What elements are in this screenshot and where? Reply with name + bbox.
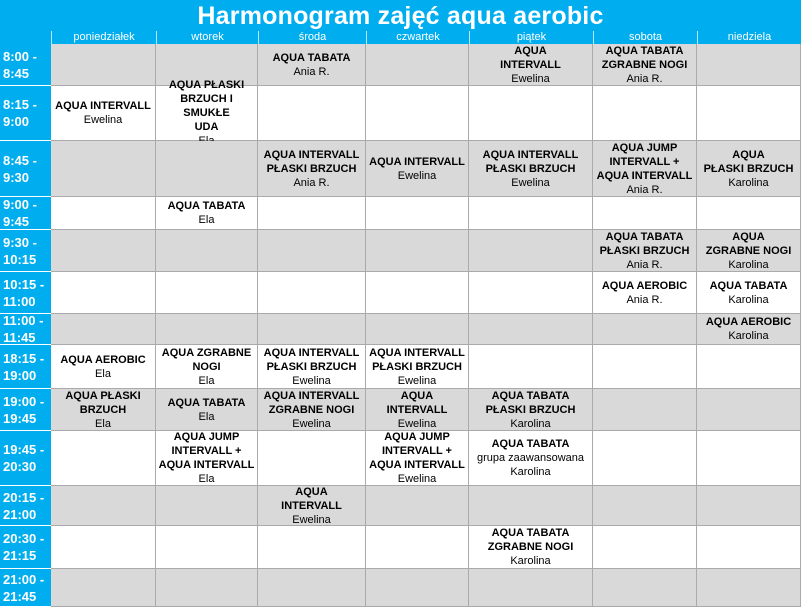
day-header-2: środa: [258, 31, 366, 44]
schedule-cell: [593, 44, 697, 86]
schedule-cell: [593, 569, 697, 607]
class-name: PŁASKI BRZUCH: [266, 162, 357, 175]
class-name: INTERVALL: [500, 58, 561, 71]
schedule-cell: [156, 141, 258, 197]
schedule-cell: [156, 431, 258, 486]
schedule-cell: [697, 230, 801, 272]
instructor-name: Ania R.: [293, 176, 330, 189]
schedule-cell: [593, 431, 697, 486]
schedule-cell: [51, 197, 156, 230]
schedule-cell: [51, 44, 156, 86]
class-name: AQUA TABATA: [491, 389, 570, 402]
schedule-cell: [366, 345, 469, 389]
schedule-cell: [469, 272, 593, 314]
schedule-cell: [258, 197, 366, 230]
class-name: AQUA PŁASKI: [65, 389, 141, 402]
class-name: AQUA: [295, 485, 328, 498]
schedule-cell: [697, 486, 801, 526]
schedule-cell: [366, 44, 469, 86]
schedule-cell: [593, 486, 697, 526]
instructor-name: Ewelina: [511, 176, 550, 189]
class-name: BRZUCH: [79, 403, 127, 416]
schedule-cell: [593, 141, 697, 197]
class-name: AQUA TABATA: [491, 527, 570, 539]
schedule-cell: [469, 230, 593, 272]
schedule-cell: [366, 314, 469, 345]
time-slot-label: 9:00 - 9:45: [0, 197, 51, 230]
schedule-cell: [469, 314, 593, 345]
schedule-cell: [258, 86, 366, 141]
class-name: ZGRABNE NOGI: [487, 541, 574, 553]
instructor-name: Ela: [198, 214, 215, 226]
instructor-name: Karolina: [510, 555, 551, 567]
schedule-cell: [51, 345, 156, 389]
class-name: PŁASKI BRZUCH: [703, 162, 794, 175]
time-slot-label: 8:15 - 9:00: [0, 86, 51, 141]
schedule-cell: [366, 389, 469, 431]
class-name: INTERVALL +: [171, 445, 242, 457]
time-slot-label: 21:00 - 21:45: [0, 569, 51, 607]
schedule-cell: [593, 230, 697, 272]
schedule-cell: [697, 141, 801, 197]
schedule-cell: [697, 272, 801, 314]
schedule-cell: [366, 86, 469, 141]
time-slot-label: 8:45 - 9:30: [0, 141, 51, 197]
class-name: PŁASKI BRZUCH: [372, 360, 462, 373]
instructor-name: Ewelina: [397, 473, 437, 485]
class-name: BRZUCH I SMUKŁE: [180, 93, 233, 119]
instructor-name: Karolina: [510, 466, 551, 478]
schedule-cell: [469, 431, 593, 486]
schedule-cell: [366, 569, 469, 607]
class-name: PŁASKI BRZUCH: [485, 162, 576, 175]
class-name: AQUA: [514, 44, 547, 57]
schedule-cell: [366, 141, 469, 197]
time-slot-label: 20:15 - 21:00: [0, 486, 51, 526]
class-name: AQUA INTERVALL: [263, 346, 360, 359]
schedule-cell: [258, 569, 366, 607]
class-name: PŁASKI BRZUCH: [599, 244, 690, 257]
class-name: PŁASKI BRZUCH: [266, 360, 357, 373]
schedule-cell: [258, 44, 366, 86]
time-slot-label: 20:30 - 21:15: [0, 526, 51, 569]
schedule-cell: [697, 569, 801, 607]
schedule-cell: [51, 314, 156, 345]
schedule-cell: [593, 86, 697, 141]
schedule-cell: [469, 197, 593, 230]
schedule-cell: [366, 431, 469, 486]
schedule-cell: [258, 314, 366, 345]
day-header-0: poniedziałek: [51, 31, 156, 44]
class-name: AQUA TABATA: [167, 396, 246, 409]
class-name: AQUA: [400, 389, 434, 402]
schedule-cell: [156, 230, 258, 272]
instructor-name: Ania R.: [626, 293, 663, 306]
schedule-cell: [51, 272, 156, 314]
class-name: ZGRABNE NOGI: [601, 58, 688, 71]
schedule-cell: [697, 197, 801, 230]
schedule-cell: [697, 345, 801, 389]
time-slot-label: 19:45 - 20:30: [0, 431, 51, 486]
schedule-cell: [697, 314, 801, 345]
class-name: AQUA JUMP: [611, 141, 678, 154]
schedule-cell: [51, 526, 156, 569]
schedule-title: Harmonogram zajęć aqua aerobic: [0, 0, 801, 31]
schedule-cell: [469, 141, 593, 197]
day-header-4: piątek: [469, 31, 593, 44]
schedule-cell: [697, 431, 801, 486]
schedule-cell: [51, 86, 156, 141]
schedule-cell: [51, 486, 156, 526]
instructor-name: Ewelina: [397, 374, 437, 387]
instructor-name: Karolina: [728, 176, 769, 189]
instructor-name: Ewelina: [292, 513, 331, 526]
class-name: AQUA INTERVALL: [263, 389, 360, 402]
instructor-name: Ela: [198, 473, 215, 485]
schedule-cell: [593, 389, 697, 431]
schedule-cell: [469, 486, 593, 526]
schedule-cell: [697, 526, 801, 569]
schedule-cell: [469, 389, 593, 431]
header-corner: [0, 31, 51, 44]
schedule-cell: [156, 345, 258, 389]
class-name: AQUA TABATA: [605, 44, 684, 57]
instructor-name: Karolina: [728, 258, 769, 271]
class-name: AQUA: [732, 230, 765, 243]
schedule-cell: [593, 526, 697, 569]
schedule-cell: [258, 141, 366, 197]
schedule-cell: [469, 86, 593, 141]
instructor-name: Ania R.: [293, 65, 330, 78]
class-name: AQUA AEROBIC: [601, 279, 688, 292]
schedule-cell: [156, 272, 258, 314]
class-name: ZGRABNE NOGI: [268, 403, 355, 416]
time-slot-label: 8:00 - 8:45: [0, 44, 51, 86]
instructor-name: Ewelina: [397, 169, 437, 182]
class-name: AQUA TABATA: [605, 230, 684, 243]
class-name: AQUA ZGRABNE: [161, 346, 252, 359]
instructor-name: Ewelina: [511, 72, 550, 85]
class-name: INTERVALL +: [382, 445, 452, 457]
class-name: ZGRABNE NOGI: [705, 244, 792, 257]
class-name: INTERVALL: [386, 403, 448, 416]
schedule-cell: [51, 389, 156, 431]
class-name: AQUA TABATA: [272, 51, 351, 64]
class-note: grupa zaawansowana: [476, 452, 585, 464]
schedule-cell: [469, 526, 593, 569]
schedule-cell: [469, 345, 593, 389]
schedule-cell: [156, 79, 258, 141]
time-slot-label: 10:15 - 11:00: [0, 272, 51, 314]
schedule-cell: [156, 569, 258, 607]
instructor-name: Karolina: [728, 293, 769, 306]
schedule-cell: [258, 431, 366, 486]
class-name: AQUA INTERVALL: [369, 346, 465, 359]
schedule-cell: [258, 272, 366, 314]
schedule-cell: [366, 197, 469, 230]
class-name: AQUA TABATA: [709, 279, 788, 292]
time-slot-label: 18:15 - 19:00: [0, 345, 51, 389]
class-name: UDA: [194, 121, 219, 133]
schedule-cell: [258, 486, 366, 526]
instructor-name: Ela: [198, 410, 215, 423]
schedule-cell: [593, 272, 697, 314]
class-name: AQUA JUMP: [384, 431, 450, 443]
class-name: AQUA INTERVALL: [158, 459, 255, 471]
class-name: NOGI: [192, 360, 221, 373]
schedule-cell: [258, 345, 366, 389]
schedule-cell: [366, 526, 469, 569]
schedule-cell: [469, 44, 593, 86]
class-name: AQUA TABATA: [167, 200, 246, 212]
schedule-cell: [593, 197, 697, 230]
class-name: INTERVALL +: [609, 155, 680, 168]
class-name: INTERVALL: [281, 499, 342, 512]
time-slot-label: 9:30 - 10:15: [0, 230, 51, 272]
instructor-name: Ewelina: [397, 417, 437, 430]
schedule-cell: [469, 569, 593, 607]
class-name: AQUA INTERVALL: [263, 148, 360, 161]
day-header-1: wtorek: [156, 31, 258, 44]
day-header-3: czwartek: [366, 31, 469, 44]
instructor-name: Karolina: [510, 417, 551, 430]
instructor-name: Ania R.: [626, 258, 663, 271]
day-header-6: niedziela: [697, 31, 801, 44]
class-name: AQUA INTERVALL: [369, 155, 465, 168]
schedule-cell: [258, 389, 366, 431]
instructor-name: Ewelina: [292, 374, 331, 387]
class-name: AQUA INTERVALL: [596, 169, 693, 182]
instructor-name: Ewelina: [292, 417, 331, 430]
schedule-cell: [593, 314, 697, 345]
class-name: AQUA TABATA: [491, 438, 570, 450]
schedule-cell: [156, 486, 258, 526]
class-name: PŁASKI BRZUCH: [485, 403, 576, 416]
instructor-name: Ania R.: [626, 183, 663, 196]
instructor-name: Karolina: [728, 330, 769, 342]
schedule-cell: [366, 486, 469, 526]
schedule-cell: [51, 569, 156, 607]
schedule-cell: [593, 345, 697, 389]
schedule-cell: [156, 526, 258, 569]
day-header-5: sobota: [593, 31, 697, 44]
instructor-name: Ela: [95, 367, 111, 380]
schedule-cell: [697, 86, 801, 141]
instructor-name: Ania R.: [626, 72, 663, 85]
time-slot-label: 11:00 - 11:45: [0, 314, 51, 345]
class-name: AQUA PŁASKI: [168, 79, 245, 91]
schedule-cell: [366, 272, 469, 314]
class-name: AQUA INTERVALL: [482, 148, 579, 161]
schedule-cell: [156, 389, 258, 431]
class-name: AQUA INTERVALL: [369, 459, 465, 471]
class-name: AQUA INTERVALL: [55, 100, 151, 112]
schedule-cell: [156, 314, 258, 345]
schedule-cell: [156, 197, 258, 230]
schedule-cell: [258, 526, 366, 569]
time-slot-label: 19:00 - 19:45: [0, 389, 51, 431]
class-name: AQUA AEROBIC: [705, 316, 792, 328]
class-name: AQUA AEROBIC: [60, 353, 146, 366]
schedule-cell: [51, 230, 156, 272]
class-name: AQUA: [732, 148, 765, 161]
schedule-cell: [366, 230, 469, 272]
instructor-name: Ela: [198, 374, 215, 387]
schedule-cell: [51, 431, 156, 486]
schedule-cell: [697, 389, 801, 431]
class-name: AQUA JUMP: [173, 431, 240, 443]
schedule-cell: [697, 44, 801, 86]
schedule-cell: [51, 141, 156, 197]
schedule-cell: [258, 230, 366, 272]
instructor-name: Ela: [95, 417, 111, 430]
instructor-name: Ewelina: [83, 114, 123, 126]
